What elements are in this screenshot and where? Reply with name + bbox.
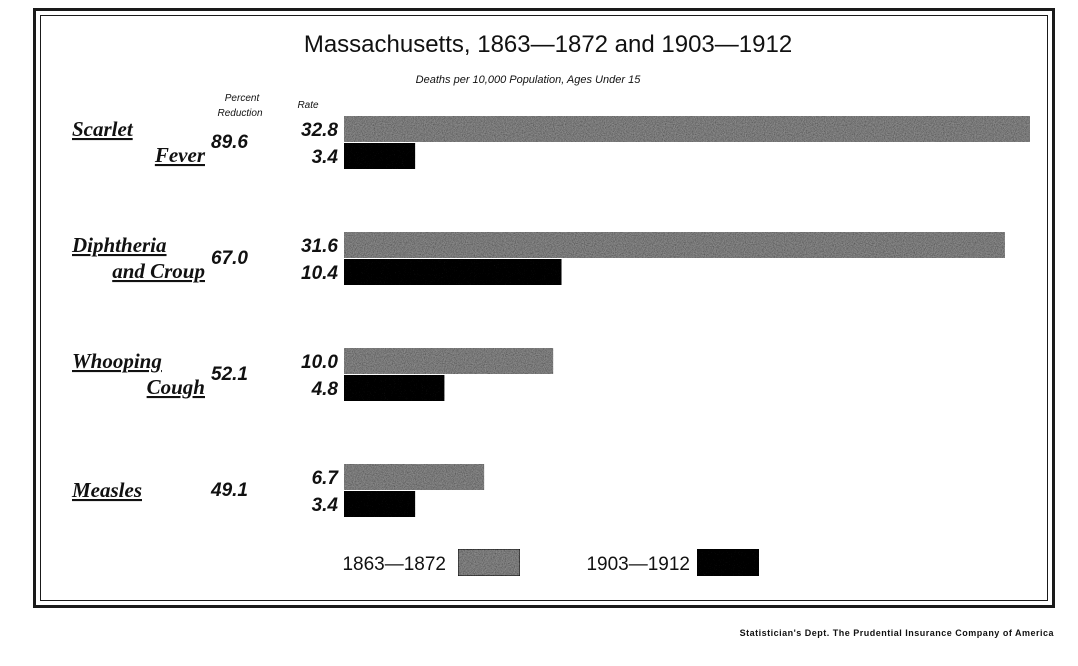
bar [344,143,415,169]
chart-row [71,464,484,517]
chart-row [72,348,553,401]
bar [344,116,1030,142]
rate-value: 10.0 [301,352,338,373]
chart-row [71,232,1005,285]
category-label: Scarlet [72,117,133,141]
category-label: Diphtheria [72,233,167,257]
legend-label: 1903—1912 [586,554,690,575]
bar [344,232,1005,258]
category-label: Measles [72,478,142,502]
chart-title: Massachusetts, 1863—1872 and 1903—1912 [303,31,793,58]
percent-reduction-value: 52.1 [211,364,248,385]
bar [344,259,562,285]
legend-item [586,549,759,576]
category-label: and Croup [112,259,205,283]
percent-reduction-value: 49.1 [211,480,248,501]
category-label: Whooping [72,349,162,373]
rate-value: 3.4 [311,495,338,516]
bar [344,464,484,490]
category-label: Cough [146,375,205,399]
legend [342,549,759,576]
legend-item [342,549,520,576]
category-label: Fever [154,143,205,167]
rate-value: 3.4 [311,147,338,168]
legend-label: 1863—1872 [342,554,446,575]
rate-value: 32.8 [301,120,338,141]
bar [344,348,553,374]
rate-value: 10.4 [301,263,338,284]
legend-swatch [458,549,520,576]
credit-line: Statistician's Dept. The Prudential Insurance Company of America [739,628,1054,638]
bar [344,375,444,401]
legend-swatch [697,549,759,576]
rate-header: Rate [297,100,319,111]
rate-value: 31.6 [301,236,338,257]
chart-subtitle: Deaths per 10,000 Population, Ages Under 15 [415,74,641,86]
percent-reduction-value: 67.0 [211,248,248,269]
bar [344,491,415,517]
rate-value: 6.7 [311,468,338,489]
percent-reduction-value: 89.6 [211,132,248,153]
chart-rows [71,116,1030,517]
percent-reduction-header-line1: Percent [224,93,260,104]
chart-row [72,116,1030,169]
rate-value: 4.8 [311,379,338,400]
percent-reduction-header-line2: Reduction [217,108,263,119]
